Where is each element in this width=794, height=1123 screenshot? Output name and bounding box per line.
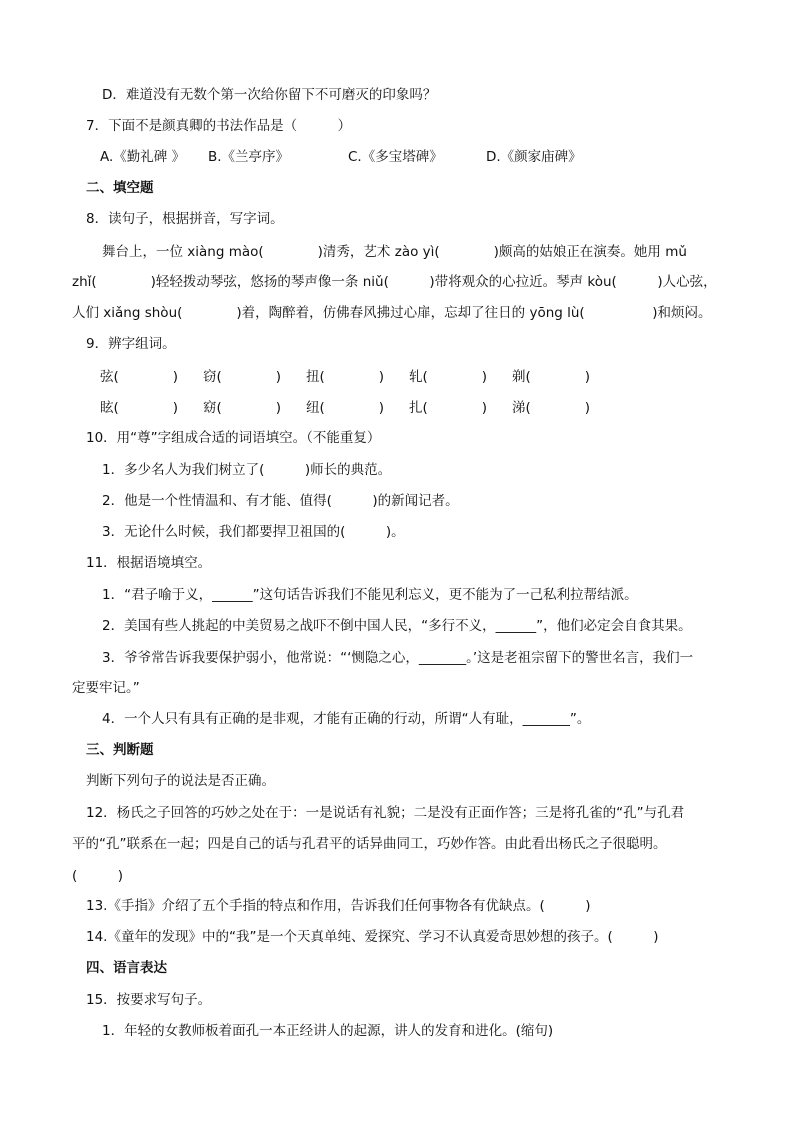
- word-pair-item: 剃( ): [512, 369, 591, 385]
- question-8-para-line3: 人们 xiǎng shòu( )着，陶醉着，仿佛春风拂过心扉，忘却了往日的 yōng lù( )和烦闷。: [72, 305, 712, 321]
- question-11-item-3-line1: 3．爷爷常告诉我要保护弱小，他常说：“‘恻隐之心，_______。’这是老祖宗留下的警世名言，我们一: [102, 650, 694, 666]
- question-15-item-1: 1．年轻的女教师板着面孔一本正经讲人的起源，讲人的发育和进化。(缩句): [102, 1023, 554, 1039]
- question-9-row1: [100, 367, 620, 387]
- question-13: 13.《手指》介绍了五个手指的特点和作用，告诉我们任何事物各有优缺点。( ): [86, 898, 591, 914]
- question-15: 15．按要求写句子。: [86, 992, 212, 1008]
- word-pair-item: 眩( ): [100, 400, 179, 416]
- question-10-item-1: 1．多少名人为我们树立了( )师长的典范。: [102, 462, 392, 478]
- question-11: 11．根据语境填空。: [86, 555, 212, 571]
- option-b: B.《兰亭序》: [208, 149, 290, 165]
- question-d-line: D．难道没有无数个第一次给你留下不可磨灭的印象吗？: [102, 87, 437, 103]
- question-10: 10．用“尊”字组成合适的词语填空。（不能重复）: [86, 430, 381, 446]
- word-pair-item: 轧( ): [409, 369, 488, 385]
- question-7-options: [100, 147, 660, 167]
- word-pair-item: 窈( ): [203, 400, 282, 416]
- question-11-item-4: 4．一个人只有具有正确的是非观，才能有正确的行动，所谓“人有耻，_______”。: [102, 711, 591, 727]
- question-11-item-1: 1．“君子喻于义，______”这句话告诉我们不能见利忘义，更不能为了一己私利拉帮结派。: [102, 587, 638, 603]
- option-c: C.《多宝塔碑》: [348, 149, 443, 165]
- question-9-row2: [100, 398, 620, 418]
- option-a: A.《勤礼碑 》: [100, 149, 186, 165]
- judge-instructions: 判断下列句子的说法是否正确。: [86, 773, 275, 789]
- word-pair-item: 弦( ): [100, 369, 179, 385]
- question-9: 9．辨字组词。: [86, 336, 176, 352]
- option-d: D.《颜家庙碑》: [486, 149, 582, 165]
- word-pair-item: 纽( ): [306, 400, 385, 416]
- question-8: 8．读句子，根据拼音，写字词。: [86, 211, 284, 227]
- section-4-heading: 四、语言表达: [86, 960, 167, 976]
- question-10-item-3: 3．无论什么时候，我们都要捍卫祖国的( )。: [102, 524, 405, 540]
- question-12-line2: 平的“孔”联系在一起；四是自己的话与孔君平的话异曲同工，巧妙作答。由此看出杨氏之子很聪明。: [72, 836, 667, 852]
- question-12-answer-blank: ( ): [72, 868, 124, 884]
- word-pair-item: 涕( ): [512, 400, 591, 416]
- word-pair-item: 扎( ): [409, 400, 488, 416]
- question-8-para-line1: 舞台上，一位 xiàng mào( )清秀，艺术 zào yì( )颇高的姑娘正在演奏。她用 mǔ: [102, 244, 687, 260]
- question-12-line1: 12．杨氏之子回答的巧妙之处在于：一是说话有礼貌；二是没有正面作答；三是将孔雀的“孔”与孔君: [86, 805, 685, 821]
- question-10-item-2: 2．他是一个性情温和、有才能、值得( )的新闻记者。: [102, 493, 459, 509]
- section-2-heading: 二、填空题: [86, 180, 154, 196]
- question-11-item-2: 2．美国有些人挑起的中美贸易之战吓不倒中国人民，“多行不义，______”，他们必定会自食其果。: [102, 618, 692, 634]
- word-pair-item: 窃( ): [203, 369, 282, 385]
- word-pair-item: 扭( ): [306, 369, 385, 385]
- question-11-item-3-line2: 定要牢记。”: [72, 680, 140, 696]
- question-8-para-line2: zhǐ( )轻轻拨动琴弦，悠扬的琴声像一条 niǔ( )带将观众的心拉近。琴声 kòu( )人心弦，: [72, 274, 717, 290]
- question-7: 7．下面不是颜真卿的书法作品是（ ）: [86, 118, 352, 134]
- section-3-heading: 三、判断题: [86, 742, 154, 758]
- question-14: 14.《童年的发现》中的“我”是一个天真单纯、爱探究、学习不认真爱奇思妙想的孩子。( ): [86, 929, 659, 945]
